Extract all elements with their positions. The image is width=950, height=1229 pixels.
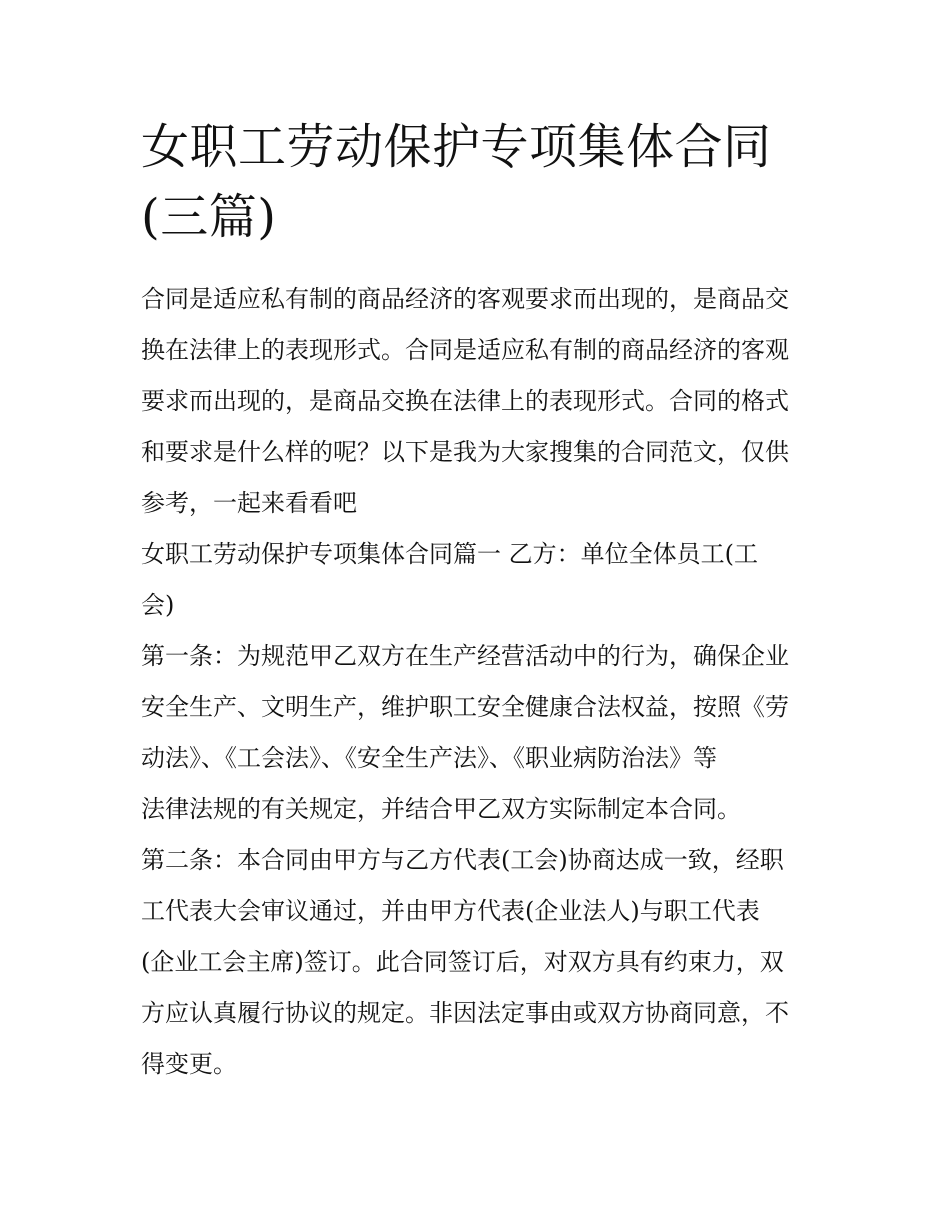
text-line: 方应认真履行协议的规定。非因法定事由或双方协商同意，不 [141,999,789,1027]
text-line: 工代表大会审议通过，并由甲方代表(企业法人)与职工代表 [141,897,760,925]
document-title [141,112,813,252]
text-line: 要求而出现的，是商品交换在法律上的表现形式。合同的格式 [141,387,789,415]
title-line: (三篇) [141,189,277,245]
text-line: 参考，一起来看看吧 [141,489,357,517]
text-line: 女职工劳动保护专项集体合同篇一 乙方：单位全体员工(工 [141,540,758,568]
document-page [141,112,813,1090]
text-line: 和要求是什么样的呢？以下是我为大家搜集的合同范文，仅供 [141,438,789,466]
text-line: 换在法律上的表现形式。合同是适应私有制的商品经济的客观 [141,336,789,364]
text-line: 法律法规的有关规定，并结合甲乙双方实际制定本合同。 [141,795,741,823]
title-line: 女职工劳动保护专项集体合同 [141,119,772,175]
text-line: 得变更。 [141,1050,237,1078]
text-line: 动法》、《工会法》、《安全生产法》、《职业病防治法》等 [141,744,717,772]
text-line: (企业工会主席)签订。此合同签订后，对双方具有约束力，双 [141,948,784,976]
intro-paragraph [141,274,813,529]
article-one-paragraph [141,631,813,835]
text-line: 合同是适应私有制的商品经济的客观要求而出现的，是商品交 [141,285,789,313]
text-line: 第一条：为规范甲乙双方在生产经营活动中的行为，确保企业 [141,642,789,670]
text-line: 安全生产、文明生产，维护职工安全健康合法权益，按照《劳 [141,693,789,721]
article-two-paragraph [141,835,813,1090]
text-line: 会) [141,591,175,619]
text-line: 第二条：本合同由甲方与乙方代表(工会)协商达成一致，经职 [141,846,784,874]
section-heading-paragraph [141,529,813,631]
